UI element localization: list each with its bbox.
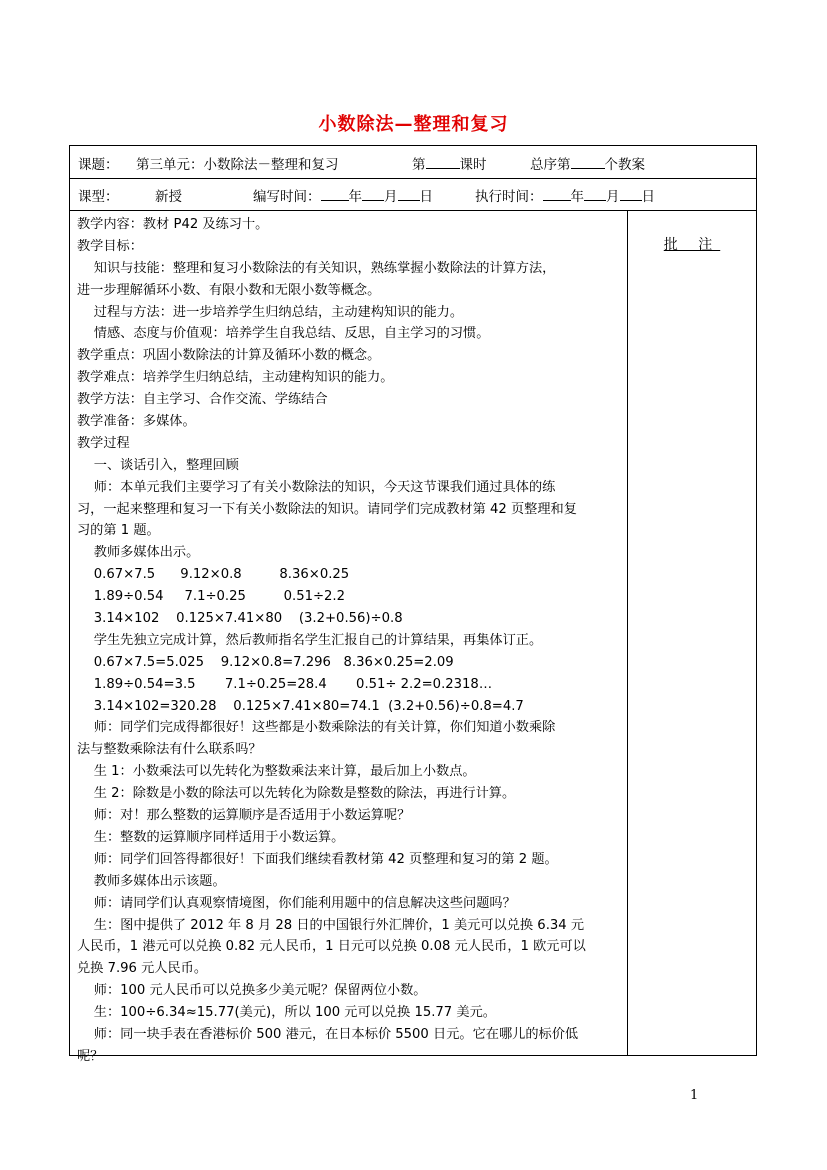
lesson-body — [70, 210, 756, 1064]
document-title: 小数除法—整理和复习 — [318, 114, 509, 135]
content-line: 法与整数乘除法有什么联系吗？ — [77, 742, 262, 758]
content-line: 1.89÷0.54 7.1÷0.25 0.51÷2.2 — [77, 589, 345, 605]
exec-month-blank — [584, 188, 606, 201]
course-value: 第三单元：小数除法－整理和复习 — [136, 157, 339, 173]
content-line: 教师多媒体出示。 — [77, 545, 200, 561]
order-blank — [571, 156, 605, 169]
content-line: 生 1：小数乘法可以先转化为整数乘法来计算，最后加上小数点。 — [77, 764, 476, 780]
lesson-suffix: 课时 — [459, 157, 487, 173]
content-line: 师：同一块手表在香港标价 500 港元，在日本标价 5500 日元。它在哪儿的标价低 — [77, 1026, 579, 1042]
notes-divider — [627, 210, 628, 1055]
content-line: 知识与技能：整理和复习小数除法的有关知识，熟练掌握小数除法的计算方法， — [77, 260, 556, 276]
lesson-plan-table — [69, 145, 757, 1064]
write-year: 年 — [348, 189, 362, 205]
content-line: 教学内容：教材 P42 及练习十。 — [77, 217, 269, 232]
content-line: 教学难点：培养学生归纳总结，主动建构知识的能力。 — [77, 370, 394, 386]
header-row-course — [70, 146, 756, 179]
lesson-blank — [426, 156, 460, 169]
content-line: 教学方法：自主学习、合作交流、学练结合 — [77, 392, 328, 408]
header-row-type — [70, 178, 756, 211]
content-line: 教学准备：多媒体。 — [77, 414, 196, 430]
notes-column-label: 批 注 — [663, 237, 721, 253]
content-line: 师：100 元人民币可以兑换多少美元呢？保留两位小数。 — [77, 983, 427, 999]
write-month-blank — [362, 188, 384, 201]
write-time-label: 编写时间： — [253, 189, 321, 205]
content-line: 师：本单元我们主要学习了有关小数除法的知识，今天这节课我们通过具体的练 — [77, 479, 556, 495]
content-line: 0.67×7.5 9.12×0.8 8.36×0.25 — [77, 567, 350, 583]
content-line: 生：整数的运算顺序同样适用于小数运算。 — [77, 829, 345, 845]
write-day-blank — [398, 188, 420, 201]
content-line: 3.14×102 0.125×7.41×80 (3.2+0.56)÷0.8 — [77, 611, 403, 627]
page-number: 1 — [690, 1088, 699, 1103]
exec-month: 月 — [606, 189, 620, 205]
exec-day-blank — [620, 188, 642, 201]
content-line: 人民币，1 港元可以兑换 0.82 元人民币，1 日元可以兑换 0.08 元人民币，1 欧元可以 — [77, 939, 586, 955]
content-line: 呢？ — [77, 1048, 104, 1064]
content-line: 情感、态度与价值观：培养学生自我总结、反思，自主学习的习惯。 — [77, 326, 490, 342]
content-line: 进一步理解循环小数、有限小数和无限小数等概念。 — [77, 282, 381, 298]
content-line: 师：请同学们认真观察情境图，你们能利用题中的信息解决这些问题吗？ — [77, 895, 516, 911]
order-number-field — [530, 153, 645, 173]
lesson-number-field — [412, 153, 487, 173]
write-year-blank — [321, 188, 349, 201]
content-line: 学生先独立完成计算，然后教师指名学生汇报自己的计算结果，再集体订正。 — [77, 632, 543, 648]
content-line: 师：同学们完成得都很好！这些都是小数乘除法的有关计算，你们知道小数乘除 — [77, 720, 556, 736]
order-suffix: 个教案 — [604, 157, 645, 173]
type-value: 新授 — [155, 189, 182, 205]
content-line: 兑换 7.96 元人民币。 — [77, 961, 208, 977]
content-line: 0.67×7.5=5.025 9.12×0.8=7.296 8.36×0.25=2.09 — [77, 654, 454, 670]
content-line: 生：100÷6.34≈15.77(美元)，所以 100 元可以兑换 15.77 美元。 — [77, 1005, 496, 1021]
course-label: 课题： — [78, 157, 119, 173]
content-line: 教学目标： — [77, 238, 143, 254]
content-line: 3.14×102=320.28 0.125×7.41×80=74.1 (3.2+0.56)÷0.8=4.7 — [77, 698, 524, 714]
order-prefix: 总序第 — [530, 157, 571, 173]
content-line: 生：图中提供了 2012 年 8 月 28 日的中国银行外汇牌价，1 美元可以兑换 6.34 元 — [77, 917, 585, 933]
content-line: 教学重点：巩固小数除法的计算及循环小数的概念。 — [77, 348, 381, 364]
write-month: 月 — [384, 189, 398, 205]
lesson-prefix: 第 — [412, 157, 426, 173]
content-line: 师：同学们回答得都很好！下面我们继续看教材第 42 页整理和复习的第 2 题。 — [77, 851, 558, 867]
write-time-field — [253, 185, 433, 205]
lesson-content — [77, 214, 622, 1068]
content-line: 师：对！那么整数的运算顺序是否适用于小数运算呢？ — [77, 808, 411, 824]
content-line: 生 2：除数是小数的除法可以先转化为除数是整数的除法，再进行计算。 — [77, 786, 516, 802]
content-line: 一、谈话引入，整理回顾 — [77, 457, 239, 473]
exec-year-blank — [543, 188, 571, 201]
exec-day: 日 — [641, 189, 655, 205]
content-line: 教师多媒体出示该题。 — [77, 873, 226, 889]
type-label: 课型： — [78, 189, 119, 205]
exec-year: 年 — [570, 189, 584, 205]
exec-time-label: 执行时间： — [475, 189, 543, 205]
content-line: 过程与方法：进一步培养学生归纳总结，主动建构知识的能力。 — [77, 304, 464, 320]
content-line: 习，一起来整理和复习一下有关小数除法的知识。请同学们完成教材第 42 页整理和复 — [77, 501, 577, 517]
content-line: 教学过程 — [77, 435, 130, 451]
content-line: 1.89÷0.54=3.5 7.1÷0.25=28.4 0.51÷ 2.2=0.2318… — [77, 676, 493, 692]
exec-time-field — [475, 185, 655, 205]
content-line: 习的第 1 题。 — [77, 523, 160, 539]
write-day: 日 — [419, 189, 433, 205]
